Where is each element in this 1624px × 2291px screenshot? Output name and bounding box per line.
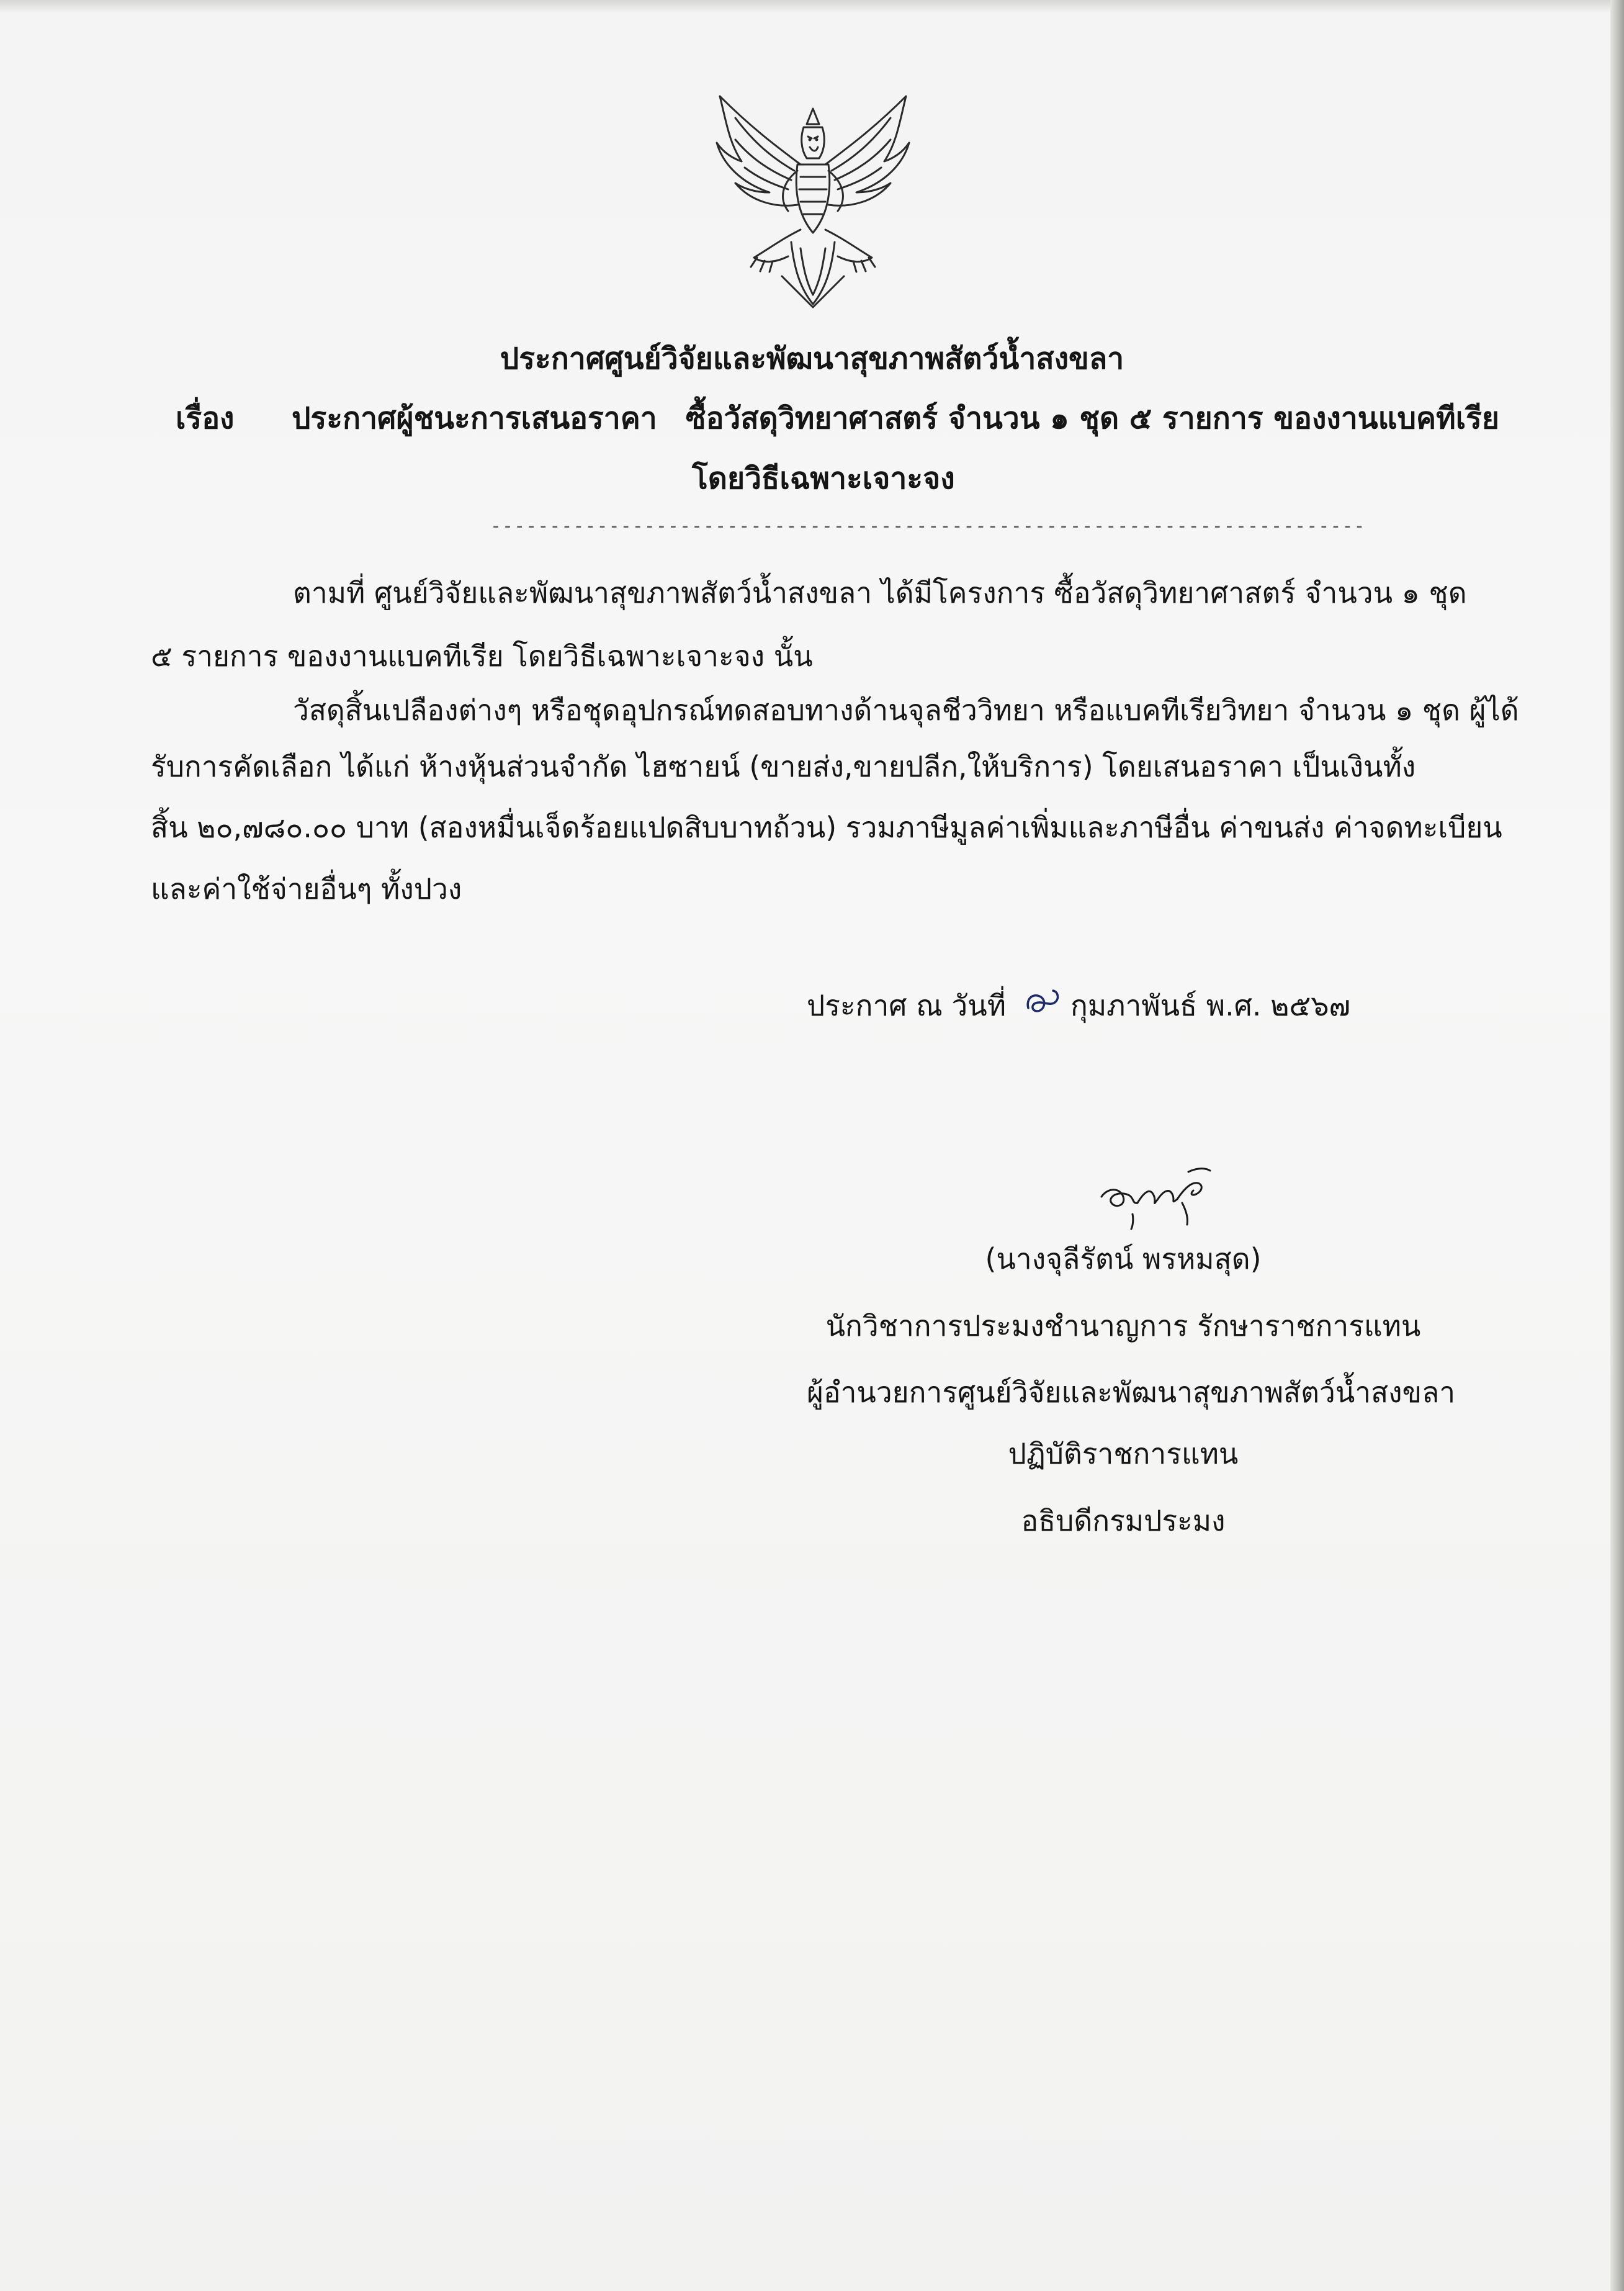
- paragraph-2-line-4: และค่าใช้จ่ายอื่นๆ ทั้งปวง: [151, 872, 462, 906]
- garuda-emblem: [707, 90, 918, 320]
- handwritten-signature: [1095, 1159, 1219, 1234]
- announcement-date-month-year: กุมภาพันธ์ พ.ศ. ๒๕๖๗: [1070, 989, 1351, 1022]
- signer-acting-position: ผู้อำนวยการศูนย์วิจัยและพัฒนาสุขภาพสัตว์น้ำสงขลา: [807, 1375, 1456, 1409]
- paragraph-2-line-1: วัสดุสิ้นเปลืองต่างๆ หรือชุดอุปกรณ์ทดสอบทางด้านจุลชีววิทยา หรือแบคทีเรียวิทยา จำนวน ๑ ชุด ผู้ได้: [293, 693, 1519, 727]
- paragraph-2-line-3: สิ้น ๒๐,๗๘๐.๐๐ บาท (สองหมื่นเจ็ดร้อยแปดสิบบาทถ้วน) รวมภาษีมูลค่าเพิ่มและภาษีอื่น ค่าขนส่ง ค่าจดทะเบียน: [151, 811, 1502, 844]
- announcement-date-prefix: ประกาศ ณ วันที่: [807, 989, 1007, 1022]
- announcement-title: ประกาศศูนย์วิจัยและพัฒนาสุขภาพสัตว์น้ำสงขลา: [500, 341, 1124, 376]
- separator-line: --------------------------------------------------------------------------: [490, 515, 1366, 537]
- subject-text: ประกาศผู้ชนะการเสนอราคา: [292, 401, 657, 436]
- signer-position: นักวิชาการประมงชำนาญการ รักษาราชการแทน: [825, 1309, 1421, 1343]
- subject-project: ซื้อวัสดุวิทยาศาสตร์ จำนวน ๑ ชุด ๕ รายการ ของงานแบคทีเรีย: [686, 401, 1500, 436]
- signer-department-head: อธิบดีกรมประมง: [1021, 1504, 1226, 1537]
- paragraph-1-line-1: ตามที่ ศูนย์วิจัยและพัฒนาสุขภาพสัตว์น้ำสงขลา ได้มีโครงการ ซื้อวัสดุวิทยาศาสตร์ จำนวน ๑ ชุด: [293, 576, 1467, 610]
- subject-label: เรื่อง: [176, 401, 235, 436]
- signer-name: (นางจุลีรัตน์ พรหมสุด): [985, 1242, 1262, 1276]
- paragraph-1-line-2: ๕ รายการ ของงานแบคทีเรีย โดยวิธีเฉพาะเจาะจง นั้น: [151, 639, 813, 673]
- scan-top-edge: [0, 0, 1624, 12]
- signer-on-behalf: ปฏิบัติราชการแทน: [1008, 1437, 1239, 1470]
- subject-method: โดยวิธีเฉพาะเจาะจง: [692, 461, 955, 496]
- handwritten-day: [1021, 983, 1064, 1020]
- paragraph-2-line-2: รับการคัดเลือก ได้แก่ ห้างหุ้นส่วนจำกัด ไฮซายน์ (ขายส่ง,ขายปลีก,ให้บริการ) โดยเสนอราคา เป็นเงินทั้ง: [151, 750, 1416, 783]
